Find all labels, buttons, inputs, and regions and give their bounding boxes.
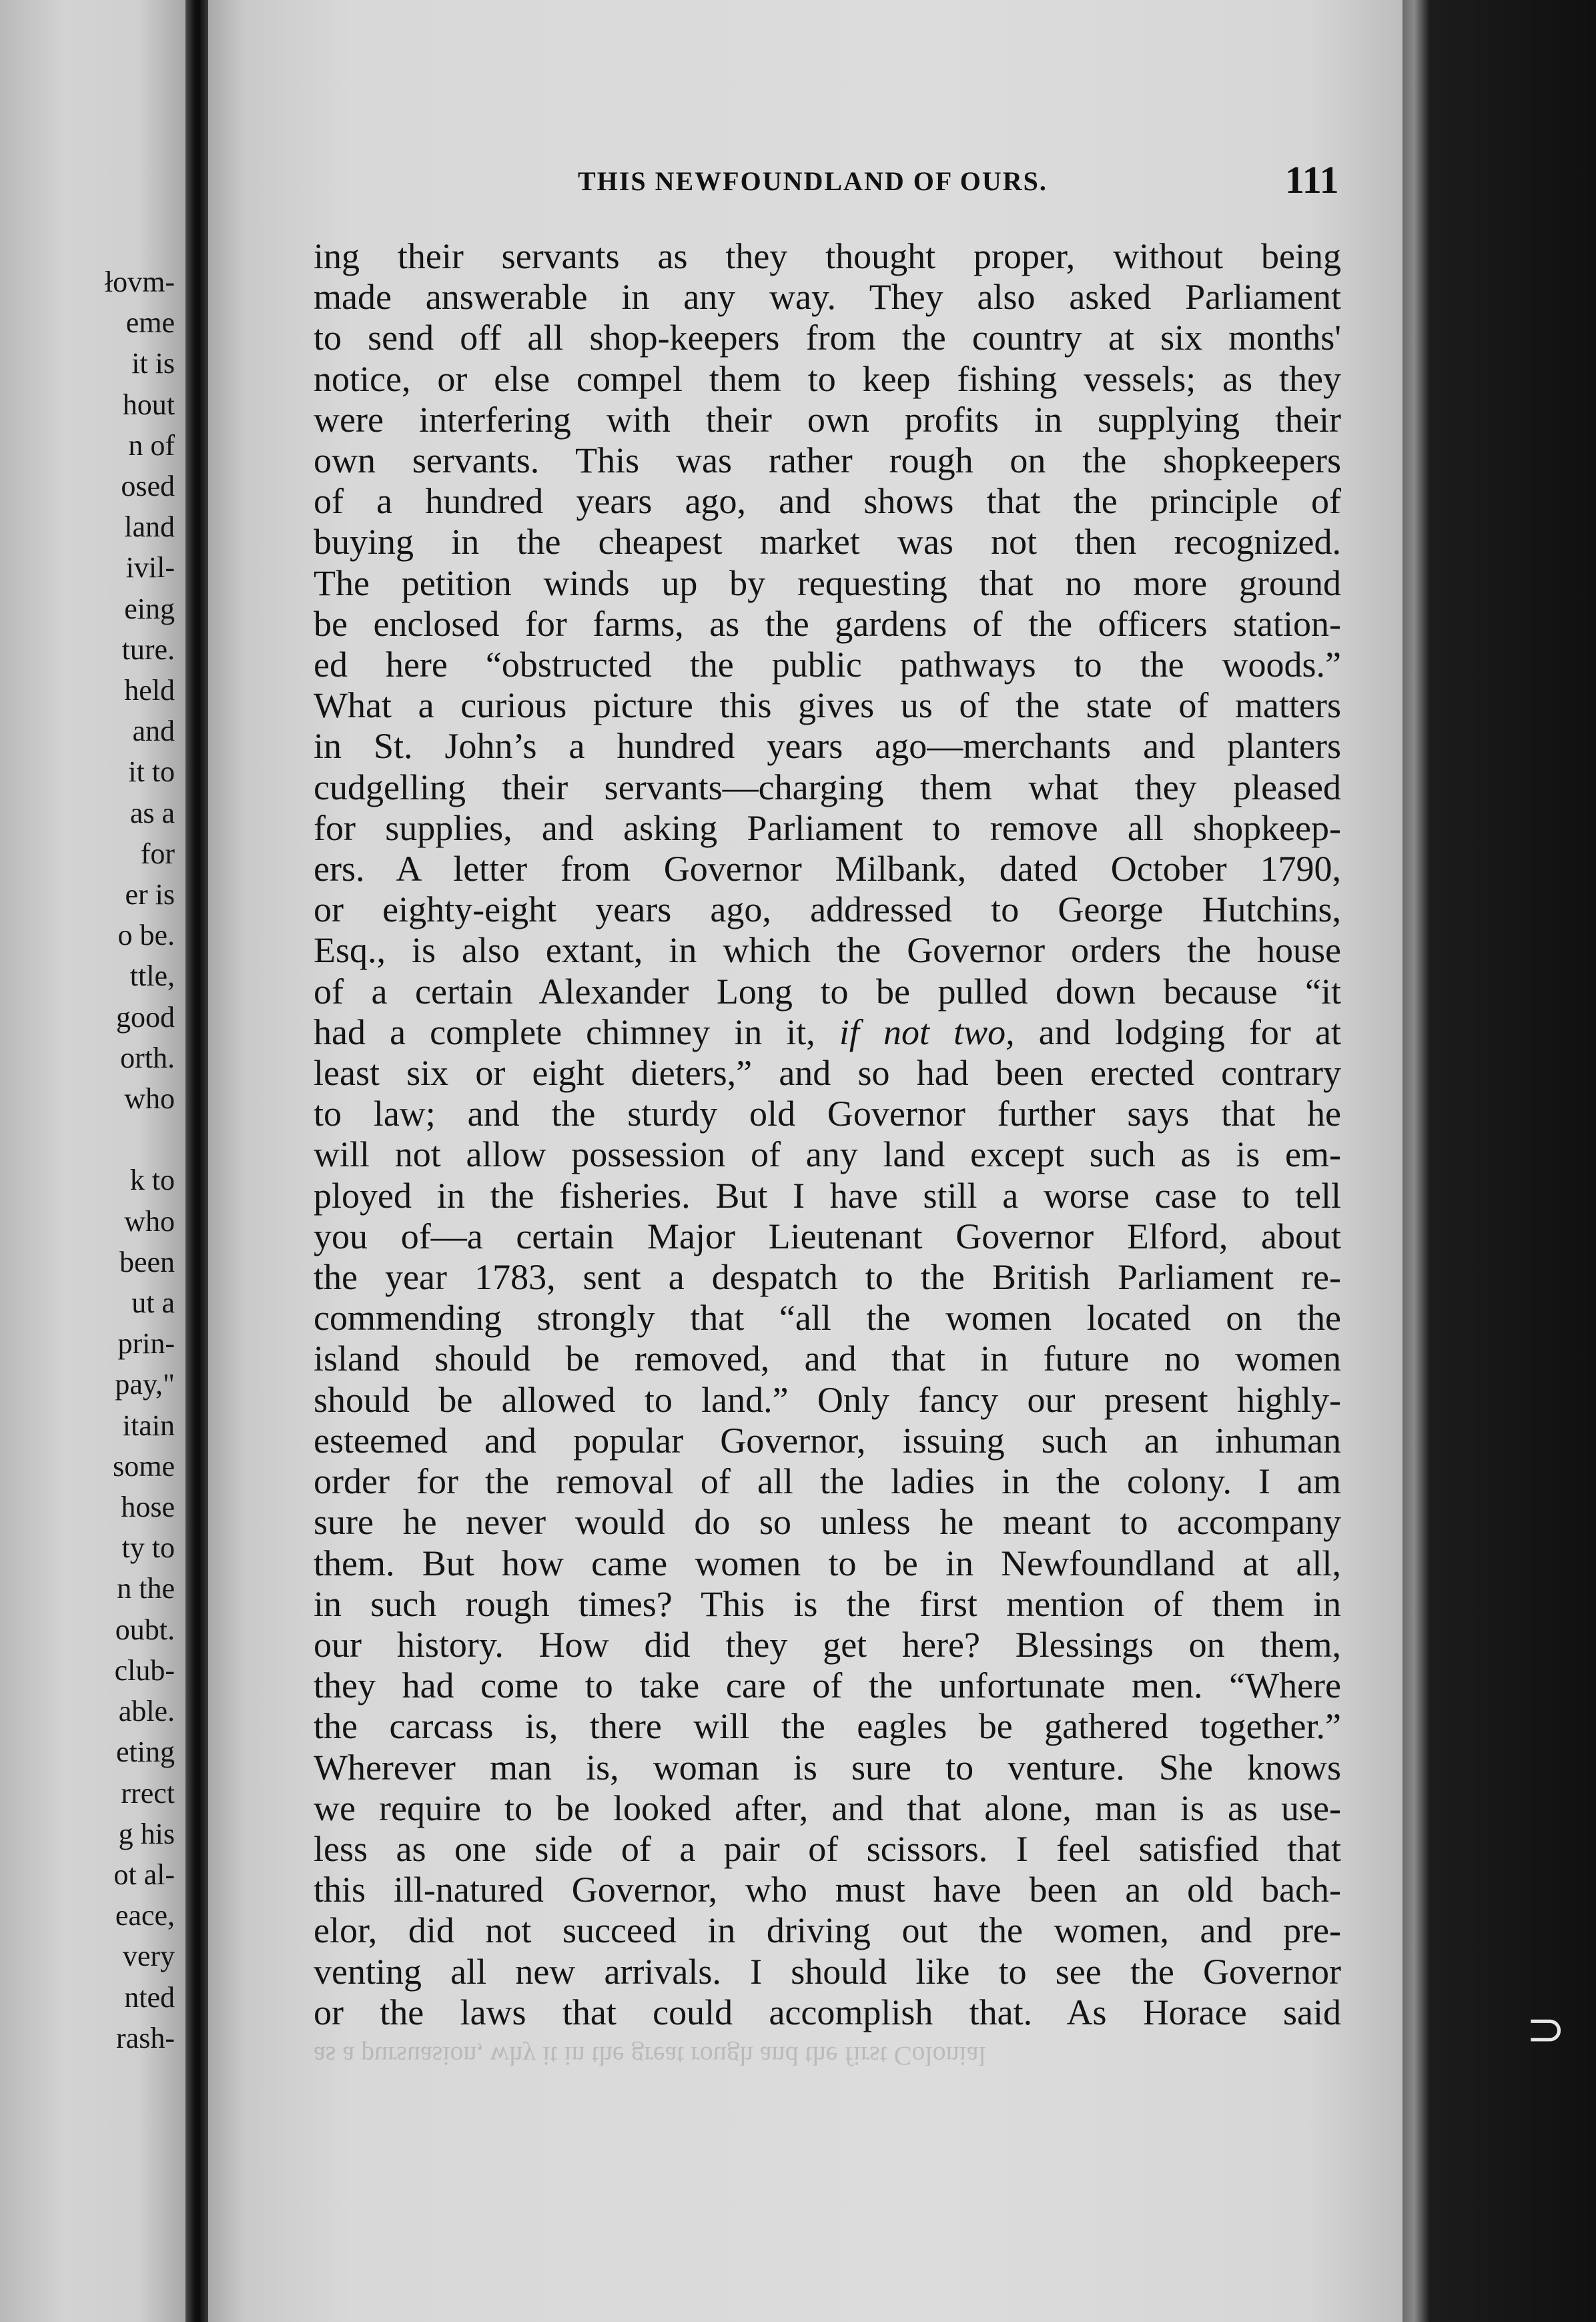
left-page-line: g his	[118, 1817, 175, 1850]
text-line: own servants. This was rather rough on the shopkeepers	[314, 440, 1341, 481]
text-line: our history. How did they get here? Blessings on them,	[314, 1624, 1341, 1665]
text-line: of a hundred years ago, and shows that the principle of	[314, 481, 1341, 522]
text-line: in such rough times? This is the first mention of them in	[314, 1583, 1341, 1624]
text-line: be enclosed for farms, as the gardens of the officers station-	[314, 603, 1341, 644]
left-page-line: osed	[121, 470, 175, 503]
text-line: The petition winds up by requesting that no more ground	[314, 562, 1341, 603]
italic-emphasis: if not two,	[839, 1012, 1015, 1052]
left-page-line: able.	[118, 1695, 175, 1728]
left-page-line: some	[113, 1449, 175, 1483]
left-page-line: oubt.	[115, 1613, 175, 1646]
left-page-line: ot al-	[113, 1858, 175, 1891]
left-page-line: rash-	[116, 2021, 175, 2054]
left-page-line: n the	[117, 1572, 175, 1605]
text-line: the year 1783, sent a despatch to the British Parliament re-	[314, 1257, 1341, 1298]
left-page-line	[0, 1119, 175, 1160]
text-line: least six or eight dieters,” and so had been erected contrary	[314, 1053, 1341, 1094]
text-line: the carcass is, there will the eagles be gathered together.”	[314, 1706, 1341, 1747]
left-page-line: ut a	[131, 1286, 175, 1320]
book-gutter	[185, 0, 208, 2322]
left-page-line: eace,	[115, 1899, 175, 1932]
left-page-line: ttle,	[129, 959, 175, 993]
left-page-line: hout	[122, 388, 175, 421]
running-head: THIS NEWFOUNDLAND OF OURS.	[578, 166, 1048, 196]
left-page-line: orth.	[120, 1041, 175, 1074]
text-line: ing their servants as they thought proper, without being	[314, 236, 1341, 276]
text-line: Wherever man is, woman is sure to venture. She knows	[314, 1747, 1341, 1788]
left-page-line: as a	[129, 796, 175, 829]
text-line: ployed in the fisheries. But I have still a worse case to tell	[314, 1175, 1341, 1216]
text-line: you of—a certain Major Lieutenant Governor Elford, about	[314, 1216, 1341, 1256]
text-line: they had come to take care of the unfortunate men. “Where	[314, 1665, 1341, 1706]
left-page-line: eing	[124, 592, 175, 625]
left-page-line: er is	[125, 878, 175, 911]
text-line	[314, 1012, 1341, 1053]
text-line: to send off all shop-keepers from the country at six months'	[314, 318, 1341, 358]
left-page-line: pay,"	[115, 1368, 175, 1401]
text-line: for supplies, and asking Parliament to remove all shopkeep-	[314, 807, 1341, 848]
text-line: ed here “obstructed the public pathways to the woods.”	[314, 645, 1341, 685]
text-line: of a certain Alexander Long to be pulled down because “it	[314, 971, 1341, 1012]
text-line: order for the removal of all the ladies in the colony. I am	[314, 1461, 1341, 1502]
text-line: in St. John’s a hundred years ago—merchants and planters	[314, 726, 1341, 767]
text-line: made answerable in any way. They also asked Parliament	[314, 277, 1341, 318]
left-page-line: hose	[121, 1491, 175, 1524]
left-page-line: been	[119, 1245, 175, 1278]
text-line: Esq., is also extant, in which the Governor orders the house	[314, 930, 1341, 971]
text-line: them. But how came women to be in Newfoundland at all,	[314, 1543, 1341, 1583]
text-line: will not allow possession of any land except such as is em-	[314, 1134, 1341, 1175]
left-page-line: k to	[129, 1164, 175, 1197]
text-line: were interfering with their own profits in supplying their	[314, 399, 1341, 440]
text-line: esteemed and popular Governor, issuing such an inhuman	[314, 1420, 1341, 1461]
left-page-line: land	[124, 510, 175, 544]
left-page-line: good	[116, 1000, 175, 1034]
text-line: ers. A letter from Governor Milbank, dated October 1790,	[314, 849, 1341, 889]
left-page-line: it is	[131, 347, 175, 380]
edge-mark: ⊃	[1526, 2004, 1565, 2056]
page-edge-shadow	[1403, 0, 1596, 2322]
left-page-line: łovm-	[104, 266, 175, 298]
left-page-line: eme	[125, 306, 175, 340]
text-line: elor, did not succeed in driving out the women, and pre-	[314, 1910, 1341, 1951]
left-page-line: rrect	[121, 1776, 175, 1810]
text-line: should be allowed to land.” Only fancy our present highly-	[314, 1379, 1341, 1420]
text-line: buying in the cheapest market was not then recognized.	[314, 522, 1341, 562]
text-line-segment: had a complete chimney in it,	[314, 1012, 839, 1052]
left-page-line: who	[124, 1204, 175, 1238]
left-page-line: it to	[128, 755, 175, 789]
left-page-line: very	[122, 1940, 175, 1973]
left-page-line: o be.	[117, 919, 175, 952]
text-line: island should be removed, and that in future no women	[314, 1338, 1341, 1379]
text-line: or eighty-eight years ago, addressed to George Hutchins,	[314, 889, 1341, 930]
text-line: cudgelling their servants—charging them what they pleased	[314, 767, 1341, 807]
body-text	[314, 236, 1341, 2033]
text-line: What a curious picture this gives us of the state of matters	[314, 685, 1341, 726]
left-page-line: who	[124, 1082, 175, 1116]
text-line: notice, or else compel them to keep fishing vessels; as they	[314, 358, 1341, 399]
left-page-line: ty to	[121, 1531, 175, 1565]
show-through-text: as a pursuasion, why it in the great rough and the first Colonial	[314, 2041, 986, 2071]
text-line: venting all new arrivals. I should like to see the Governor	[314, 1951, 1341, 1992]
left-page-fragment	[0, 0, 185, 2322]
left-page-line: eting	[116, 1735, 175, 1769]
left-page-line: ivil-	[125, 551, 175, 585]
left-page-line: itain	[122, 1409, 175, 1442]
left-page-line: prin-	[117, 1327, 175, 1361]
text-line: we require to be looked after, and that alone, man is as use-	[314, 1788, 1341, 1828]
left-page-line: club-	[114, 1653, 175, 1687]
text-line-segment: and lodging for at	[1014, 1012, 1341, 1052]
left-page-line: and	[132, 715, 175, 748]
left-page-line: held	[124, 674, 175, 707]
text-line: this ill-natured Governor, who must have been an old bach-	[314, 1870, 1341, 1910]
left-page-line: n of	[128, 428, 175, 462]
left-page-line: ture.	[121, 633, 175, 666]
left-page-line: for	[140, 837, 175, 870]
page-number: 111	[1285, 158, 1339, 202]
text-line: commending strongly that “all the women located on the	[314, 1298, 1341, 1338]
text-line: to law; and the sturdy old Governor further says that he	[314, 1094, 1341, 1134]
text-line: less as one side of a pair of scissors. I feel satisfied that	[314, 1828, 1341, 1869]
text-line: or the laws that could accomplish that. As Horace said	[314, 1992, 1341, 2032]
text-line: sure he never would do so unless he meant to accompany	[314, 1502, 1341, 1543]
left-page-line: nted	[124, 1980, 175, 2014]
left-page-text-column	[0, 262, 175, 2058]
